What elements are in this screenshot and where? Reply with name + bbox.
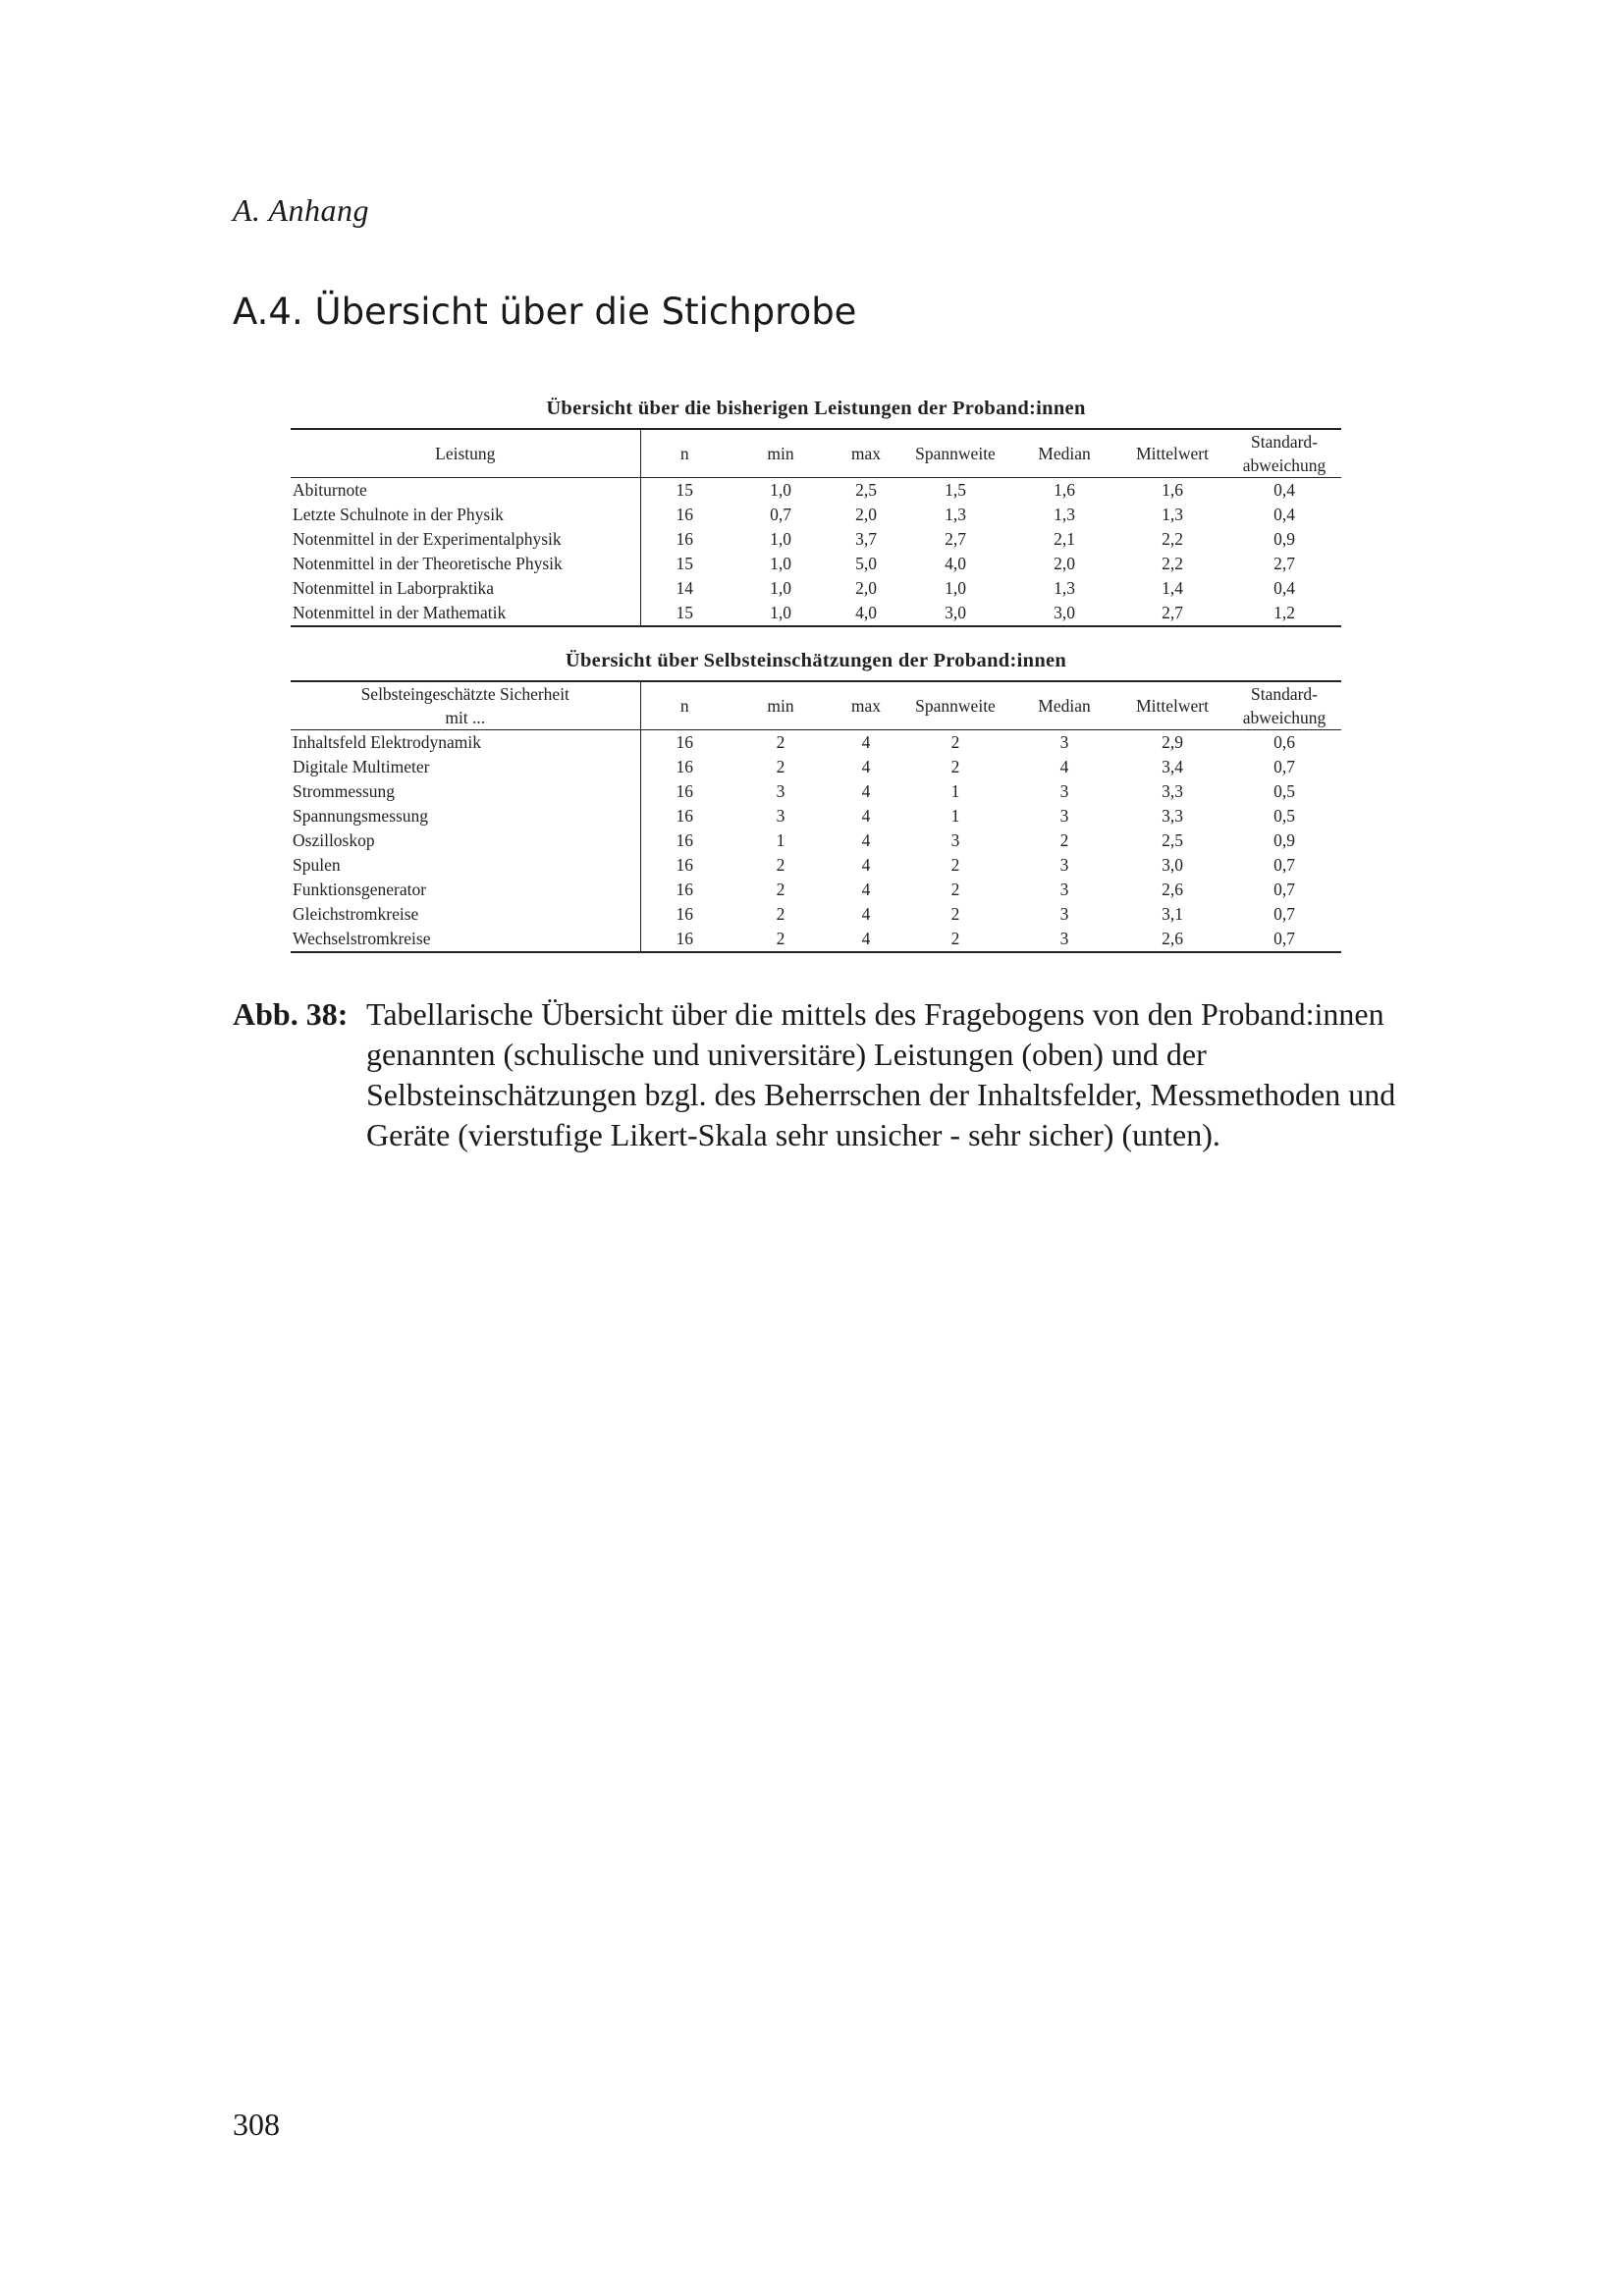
table2-body [291,730,1341,953]
table-cell: 1,3 [1054,505,1075,524]
table-cell: 2,5 [855,480,877,500]
row-label: Notenmittel in der Mathematik [291,601,640,626]
table1-header-min: min [729,429,833,478]
table-cell: 15 [676,554,693,573]
table-cell: 2,0 [1054,554,1075,573]
table-cell: 0,7 [1227,927,1341,952]
table-cell: 4 [861,781,871,801]
table-cell: 1,0 [729,601,833,626]
table2-header-line1: Selbsteingeschätzte Sicherheit [360,684,569,704]
table-cell: 2,2 [1162,529,1183,549]
table-cell: 4 [861,757,871,776]
table1-header-std-line2: abweichung [1242,455,1326,475]
table-cell: 2,7 [945,529,966,549]
row-label: Letzte Schulnote in der Physik [291,503,640,527]
table-cell: 2 [776,904,785,924]
table-cell: 14 [676,578,693,598]
table-cell: 3 [1059,904,1069,924]
table-cell: 4 [861,732,871,752]
table1-header-max: max [833,429,899,478]
table-row [291,878,1341,902]
table-cell: 2 [729,927,833,952]
table-cell: 0,5 [1273,806,1295,826]
table-cell: 3 [950,830,960,850]
table2-header-n: n [640,681,729,730]
table-cell: 3,4 [1162,757,1183,776]
table-cell: 16 [676,757,693,776]
table-cell: 3 [1059,880,1069,899]
table-cell: 0,9 [1273,529,1295,549]
table-cell: 2 [950,732,960,752]
table-cell: 2 [776,855,785,875]
table2-title: Übersicht über Selbsteinschätzungen der Proband:innen [565,650,1067,671]
table-cell: 3 [776,806,785,826]
row-label: Gleichstromkreise [291,902,640,927]
table-cell: 1,6 [1054,480,1075,500]
table-cell: 1,2 [1227,601,1341,626]
table-cell: 4 [861,806,871,826]
table-cell: 0,7 [1273,880,1295,899]
table-cell: 16 [640,927,729,952]
table1-header-mittelwert: Mittelwert [1117,429,1227,478]
row-label: Oszilloskop [291,828,640,853]
table2-header-row [291,681,1341,730]
caption-label: Abb. 38: [233,996,349,1032]
row-label: Notenmittel in Laborpraktika [291,576,640,601]
table-cell: 0,4 [1273,480,1295,500]
table-row [291,601,1341,626]
table-cell: 16 [676,732,693,752]
figure-tables [291,389,1341,953]
table-row [291,902,1341,927]
table-cell: 15 [640,601,729,626]
table1-header-standardabweichung [1227,429,1341,478]
table2-header-standardabweichung [1227,681,1341,730]
table2-header-std-line1: Standard- [1250,684,1319,704]
table-cell: 3 [776,781,785,801]
table1-header-std-line1: Standard- [1250,432,1319,452]
row-label: Inhaltsfeld Elektrodynamik [291,730,640,756]
table-cell: 2,6 [1162,880,1183,899]
row-label: Notenmittel in der Theoretische Physik [291,552,640,576]
table1-header-median: Median [1011,429,1117,478]
table-cell: 0,4 [1273,578,1295,598]
section-title: A.4. Übersicht über die Stichprobe [233,291,857,333]
table2-header-max: max [833,681,899,730]
table-cell: 1,5 [945,480,966,500]
table-cell: 3 [1059,806,1069,826]
page-number: 308 [233,2107,280,2142]
table-cell: 1 [950,781,960,801]
table-cell: 2 [776,757,785,776]
table-cell: 1,0 [770,529,791,549]
table1-body [291,478,1341,627]
table-row [291,779,1341,804]
table-cell: 3 [1059,781,1069,801]
table-cell: 1,3 [1054,578,1075,598]
table-cell: 16 [676,904,693,924]
table-cell: 0,7 [770,505,791,524]
table-cell: 4 [861,830,871,850]
table-cell: 2,1 [1054,529,1075,549]
table-cell: 0,7 [1273,855,1295,875]
table-cell: 2,7 [1273,554,1295,573]
table-cell: 1,0 [770,578,791,598]
table-cell: 1 [950,806,960,826]
table-cell: 4 [1059,757,1069,776]
table-cell: 2 [1059,830,1069,850]
table-row [291,853,1341,878]
table-cell: 0,9 [1273,830,1295,850]
table-cell: 0,7 [1273,904,1295,924]
table-cell: 2,7 [1117,601,1227,626]
table-cell: 1 [776,830,785,850]
table-cell: 0,5 [1273,781,1295,801]
table-cell: 2 [776,880,785,899]
table-cell: 2 [950,757,960,776]
table-cell: 1,3 [945,505,966,524]
figure-caption [233,994,1411,1155]
table-cell: 2 [950,855,960,875]
table-cell: 16 [676,781,693,801]
table1 [291,428,1341,627]
table-cell: 16 [676,806,693,826]
table-cell: 16 [676,505,693,524]
table1-header-n: n [640,429,729,478]
table-cell: 4 [861,904,871,924]
table-row [291,478,1341,504]
table-cell: 2,9 [1162,732,1183,752]
table-cell: 2,6 [1117,927,1227,952]
table-row [291,552,1341,576]
table-cell: 0,7 [1273,757,1295,776]
table-row [291,755,1341,779]
table-cell: 3,7 [855,529,877,549]
table-cell: 3,3 [1162,806,1183,826]
table-cell: 2,0 [855,578,877,598]
table-cell: 1,0 [945,578,966,598]
table-cell: 2 [950,904,960,924]
row-label: Notenmittel in der Experimentalphysik [291,527,640,552]
table1-header-row [291,429,1341,478]
table-cell: 0,6 [1273,732,1295,752]
table-cell: 16 [676,529,693,549]
table-row [291,828,1341,853]
table-cell: 0,4 [1273,505,1295,524]
table-cell: 3 [1011,927,1117,952]
table-cell: 2,5 [1162,830,1183,850]
table-cell: 4,0 [945,554,966,573]
table-row [291,730,1341,756]
table-cell: 1,6 [1162,480,1183,500]
table2-header-mittelwert: Mittelwert [1117,681,1227,730]
table-cell: 4,0 [833,601,899,626]
table1-title: Übersicht über die bisherigen Leistungen der Proband:innen [546,398,1086,419]
table2 [291,680,1341,953]
table-row [291,527,1341,552]
table2-header-line2: mit ... [445,708,486,727]
table-cell: 16 [676,880,693,899]
table-cell: 3 [1059,732,1069,752]
table2-header-median: Median [1011,681,1117,730]
table-cell: 3,0 [1162,855,1183,875]
table-row [291,804,1341,828]
row-label: Funktionsgenerator [291,878,640,902]
table-cell: 4 [861,855,871,875]
row-label: Spannungsmessung [291,804,640,828]
table-cell: 15 [676,480,693,500]
table1-header-spannweite: Spannweite [899,429,1011,478]
table-cell: 3,1 [1162,904,1183,924]
table2-header-std-line2: abweichung [1242,708,1326,727]
table-cell: 16 [676,830,693,850]
table-cell: 2,0 [855,505,877,524]
table-cell: 1,0 [770,480,791,500]
caption-text: Tabellarische Übersicht über die mittels des Fragebogens von den Proband:innen genannten (schulische und universitäre) Leistungen (oben) und der Selbsteinschätzungen bzgl. des Beherrschen der Inhaltsfelder, Messmethoden und Geräte (vierstufige Likert-Skala sehr unsicher - sehr sicher) (unten). [366,996,1396,1152]
table-cell: 3,3 [1162,781,1183,801]
table-row [291,503,1341,527]
table-cell: 2 [950,880,960,899]
table2-header-spannweite: Spannweite [899,681,1011,730]
table-cell: 2,2 [1162,554,1183,573]
table-cell: 3,0 [899,601,1011,626]
table-cell: 4 [861,880,871,899]
row-label: Spulen [291,853,640,878]
row-label: Wechselstromkreise [291,927,640,952]
table-cell: 3 [1059,855,1069,875]
row-label: Abiturnote [291,478,640,504]
row-label: Digitale Multimeter [291,755,640,779]
table1-header-leistung: Leistung [291,429,640,478]
table-row [291,927,1341,952]
running-head: A. Anhang [233,192,370,228]
table2-header-sicherheit [291,681,640,730]
table-cell: 3,0 [1011,601,1117,626]
table-cell: 5,0 [855,554,877,573]
table-cell: 1,4 [1162,578,1183,598]
table-cell: 4 [833,927,899,952]
table2-header-min: min [729,681,833,730]
table-cell: 1,3 [1162,505,1183,524]
row-label: Strommessung [291,779,640,804]
table-cell: 2 [899,927,1011,952]
table-cell: 1,0 [770,554,791,573]
table-cell: 16 [676,855,693,875]
table-row [291,576,1341,601]
table-cell: 2 [776,732,785,752]
